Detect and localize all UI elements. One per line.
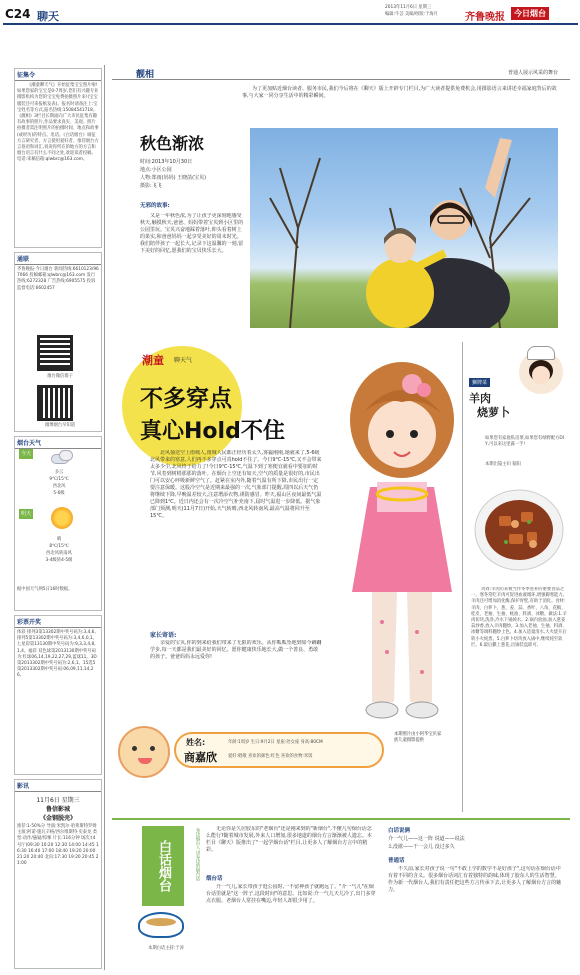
chef-avatar [519, 350, 563, 394]
dish-photo [471, 472, 567, 582]
girl-photo [302, 342, 477, 742]
recipe-text: 功效:羊肉历来被当作冬季进补的重要食品之一。寒冬常吃羊肉可促进血液循环,增强御寒能力。羊肉还可增加消化酶,保护胃壁,有助于消化。食材:羊肉、白萝卜、葱、姜、蒜、香叶、八角、花椒、桂皮、老抽、生抽、蚝油、料酒、冰糖。做法:1.羊肉切块,洗净,冷水下锅焯水。2.锅内放油,加入葱姜蒜炒香,放入羊肉翻炒。3.加入老抽、生抽、料酒、冰糖等调料翻炒上色。4.加入适量清水,大火烧开后转小火炖煮。5.白萝卜切块放入锅中,继续炖至软烂。6.最后撒上葱花,出锅装盘即可。 [471, 587, 567, 648]
brand-sub: 今日烟台 [511, 7, 549, 20]
liangxiang-header [112, 66, 570, 80]
today-label: 今天 [20, 451, 31, 457]
baihua-text1: 介一气儿,家长带孩子逛公园时,一不留神孩子就跑远了。"介一气儿"在烟台话里就是"这一阵子,这段时间"的意思。比如说:介一气儿天儿冷了,出门多穿点衣服。老烟台人常挂在嘴边,年轻人却很少用了。 [206, 884, 376, 904]
movie-text: 推荐:1-50%分 导演:米凯尔·哈弗斯特罗姆 主演:阿诺·施瓦辛格/西尔维斯特·史泰龙 类型:动作/悬疑/惊悚 片长:116分钟 场次:(4号厅)09:30 10:20 12:30 14:00 14:45 16:30 16:40 17:00 18:40 19:20 20:00 21:20 20:40 北向:17:30 19:20 20:45 21:00 [17, 824, 99, 867]
recipe-section [462, 342, 570, 812]
family-photo-art [250, 128, 558, 328]
liangxiang-photographer: 摄影:飞飞 [140, 183, 162, 189]
baihua-text2a: 介一气儿——这一阵 说道——说法 [388, 836, 465, 842]
chaotong-body: 北风抽送空上雨城人,雨城人民都正经历着太久,雾霾刚刚,她就来了,5-6级北风带来的寒意,人们再不多穿点可真hold不住了。今日9℃-15℃,又不会带来太多少尘,北风终于给力了!今日9℃-15℃,气温下到了寒便宜就看中要加的时节,风卷到树梢那那的落叶。在烟台上空还有如天,空气的质量是很好的,市民出门可以安心呼吸新鲜空气了。赶紧在室内外,随着气温有所下降,市民出行一定要注意保暖。这股冷空气是近期来最强的一次,气象部门提醒,周四以后天气仍将继续下降,早晚温差较大,注意增添衣物,谨防感冒。昨天,福山区夜间最低气温已降到1℃。近日内还会有一次冷空气补充南下,届时气温进一步降低。据气象部门预测,明天(11月7日)开始,天气转晴,西北风转南风,最高气温将回升至15℃。 [150, 450, 322, 519]
weather-title: 烟台天气 [15, 437, 101, 449]
recipe-author: 本期出镜主妇 韬阳 [485, 462, 521, 467]
qr-code-2 [37, 385, 73, 421]
baihua-side: 身边烟台人 讲身边的烟台话 [195, 828, 200, 881]
name-label: 姓名: [186, 738, 206, 747]
lottery-box [14, 615, 102, 775]
page-header [3, 3, 578, 25]
baihua-text2b: 么没歇——干一会儿 没过多久 [388, 844, 455, 850]
chaotong-tag: 潮童 [142, 354, 164, 367]
story-text: 又是一年秋色浓,为了让孩子更深刻地感受秋天,触摸秋天,爸爸、妈妈带着宝贝到小区里的公园里玩。宝贝兴奋地踩着落叶,仰头看着树上的果实,和爸爸妈妈一起享受美好的周末时光。我们陪伴孩子一起长大,记录下这温馨的一刻,留下美好的回忆,愿我们的宝贝快乐长大。 [140, 213, 244, 254]
dish-photo-art [471, 472, 567, 582]
today-temp: 9℃/15℃ [49, 477, 69, 482]
liangxiang-place: 地点:小区公园 [140, 167, 172, 173]
info-card [174, 732, 384, 768]
movie-cinema: 鲁信影城 [45, 806, 70, 813]
recipe-title1: 羊肉 [469, 392, 491, 405]
weather-source: 据中国天气网5日16时数据。 [17, 587, 73, 592]
tomorrow-label: 明天 [20, 511, 31, 517]
tomorrow-wind: 西北风转南风 [46, 551, 72, 556]
photo-credit: 本期照片由小阿华宝贝家族儿童摄影提供 [394, 732, 442, 744]
cloudy-icon [49, 449, 79, 465]
baihua-sub2: 白话说俩 [388, 828, 411, 834]
movie-name: 《金钢脱壳》 [39, 815, 76, 822]
notice-title: 征集令 [15, 69, 101, 81]
liangxiang-time: 时间:2013年10月30日 [140, 159, 193, 165]
today-wind: 西北风 [52, 484, 66, 489]
qr-code-1 [37, 335, 73, 371]
movie-date: 11月6日 星期三 [36, 797, 80, 804]
baihua-section [112, 818, 570, 970]
liangxiang-title: 秋色渐浓 [140, 134, 205, 153]
info-line1: 年龄:1周岁 生日:9月2日 星座:处女座 身高:80CM [228, 740, 323, 745]
recipe-title2: 烧萝卜 [477, 406, 510, 419]
brand-logo: 齐鲁晚报 [465, 12, 505, 23]
lottery-text: 体彩 排列3第13302期中奖号码为:3,4,6。排列5第13302期中奖号码为:3,4,6,0,1。七星彩第13130期中奖号码为:9,3,3,4,8,1,4。福彩 双色球第2013130期中奖号码为:红球06,14,19,22,27,29,蓝球11。3D第2013302期中奖号码为:2,6,1。15选5第2013302期中奖号码:06,09,11,14,26。 [17, 630, 99, 679]
girl-photo-art [302, 342, 477, 742]
qr1-caption: 烟台微信墙子 [47, 374, 73, 379]
left-sidebar [10, 65, 105, 970]
recipe-intro: 如果您有家庭私房菜,如果您有绿野配方DIY,可以来这里露一手! [485, 436, 564, 448]
notice-text: 《潮童聊天气》开始征集宝宝照片啦!如果您家的宝宝是0-7周岁,您们有兴趣专业摄影机构为您的宝宝免费拍摄照片来!(宝宝服装还可来报纸发表)。报名时请备注上:宝宝姓名等方式,报名热线:15084541718。《靓相》3栏目长期面向广大市民征集有趣有故事的照片,作品要求真实、美观。照片拍摄者需注明照片的拍摄时间、地点和故事(或经历)的特点。电话。《白话烟台》诚征方言研究者、方言使用爱好者、推荐烟台方言俗语和词汇,说说你所在的地方的方言和烟台语言有什么不同之处,欢迎读者投稿。电话:来稿信箱:qlwbrc@163.com。 [17, 83, 99, 163]
headline-line2: 真心Hold不住 [140, 419, 285, 444]
qr2-caption: 微博烟台早知道 [44, 423, 76, 428]
chaotong-section [112, 342, 462, 812]
contact-box [14, 252, 102, 432]
baihua-host: 本期白话主持:于涛 [148, 946, 184, 951]
chaotong-tag2: 聊天气 [174, 357, 193, 364]
baby-name: 商嘉欣 [184, 751, 217, 764]
weather-box [14, 436, 102, 611]
today-level: 5-6级 [53, 491, 65, 496]
column-text: 亲爱的宝贝,你的到来给我们带来了无限的欢乐。从你呱呱坠地到如今蹒跚学步,每一天都是我们最美好的回忆。愿你健康快乐地长大,做一个善良、勇敢的孩子。爸爸妈妈永远爱你! [150, 640, 322, 660]
info-line2: 爱好:唱歌 喜欢的颜色:红色 喜欢的食物:米饭 [228, 754, 313, 759]
sun-icon [51, 507, 73, 529]
liangxiang-section [112, 66, 570, 336]
liangxiang-intro: 为了更加贴近烟台读者、服务市民,我们今后将在《聊天》版上开辟专门栏目,为广大读者提供免费机会,用摄影语言来讲述幸福家庭背后的故事,与大家一同分享生活中的精彩瞬间。 [242, 86, 557, 99]
baihua-tag: 白话烟台 [142, 826, 184, 906]
section-name: 聊天 [37, 10, 59, 23]
notice-box [14, 68, 102, 248]
contact-title: 通联 [15, 253, 101, 265]
teacup-icon [138, 912, 184, 938]
tomorrow-temp: 8℃/15℃ [49, 544, 69, 549]
editors: 编辑:牛芸 美编/组版:于海月 [385, 12, 438, 17]
liangxiang-tag: 靓相 [136, 70, 155, 80]
baihua-text3: 不久前,家长对孩子说一句"不敢上学的数学不是好孩子",这句话在烟台话中有着不同的含义。很多烟台话词汇有着独特的韵味,体现了胶东人的生活智慧。作为新一代烟台人,我们有责任把这些方言传承下去,让更多人了解烟台方言的魅力。 [388, 866, 562, 893]
cartoon-baby-icon [118, 726, 170, 778]
baihua-intro: 无论你是久居胶东的"老烟台"还是刚来到的"新烟台",不懂几句烟台话怎么能行?随着城市发展,外来人口增加,很多地道的烟台方言渐渐被人遗忘。本栏目《聊天》版推出了"一起学烟台话"栏目,让更多人了解烟台方言中的精彩。 [206, 826, 372, 853]
tomorrow-desc: 晴 [56, 537, 62, 542]
lottery-title: 彩票开奖 [15, 616, 101, 628]
family-photo [250, 128, 558, 328]
column-title: 家长寄语: [150, 632, 177, 639]
date-line: 2013年11月6日 星期三 [385, 5, 432, 10]
recipe-tag: 狮牌菜 [469, 378, 490, 387]
liangxiang-people: 人物:郑雨(妈妈) 王晓菡(宝贝) [140, 175, 207, 181]
movie-box [14, 779, 102, 969]
baihua-sub1: 烟台话 [206, 876, 223, 882]
liangxiang-subtitle: 普通人展示风采的舞台 [507, 70, 558, 76]
page-number: C24 [5, 7, 31, 21]
contact-text: 齐鲁晚报·今日烟台 新闻热线:6610123/967066 投稿邮箱:qlwbrc@163.com 发行热线:6272328 广告热线:6905575 投诉监督电话:6602457 [17, 267, 99, 291]
today-desc: 多云 [54, 470, 64, 475]
headline-line1: 不多穿点 [140, 386, 232, 412]
info-bar [112, 720, 462, 782]
baihua-sub3: 普通话 [388, 858, 405, 864]
tomorrow-level: 3-4级转4-5级 [45, 558, 73, 563]
movie-title: 影讯 [15, 780, 101, 792]
story-title: 无邪的故事: [140, 203, 170, 209]
